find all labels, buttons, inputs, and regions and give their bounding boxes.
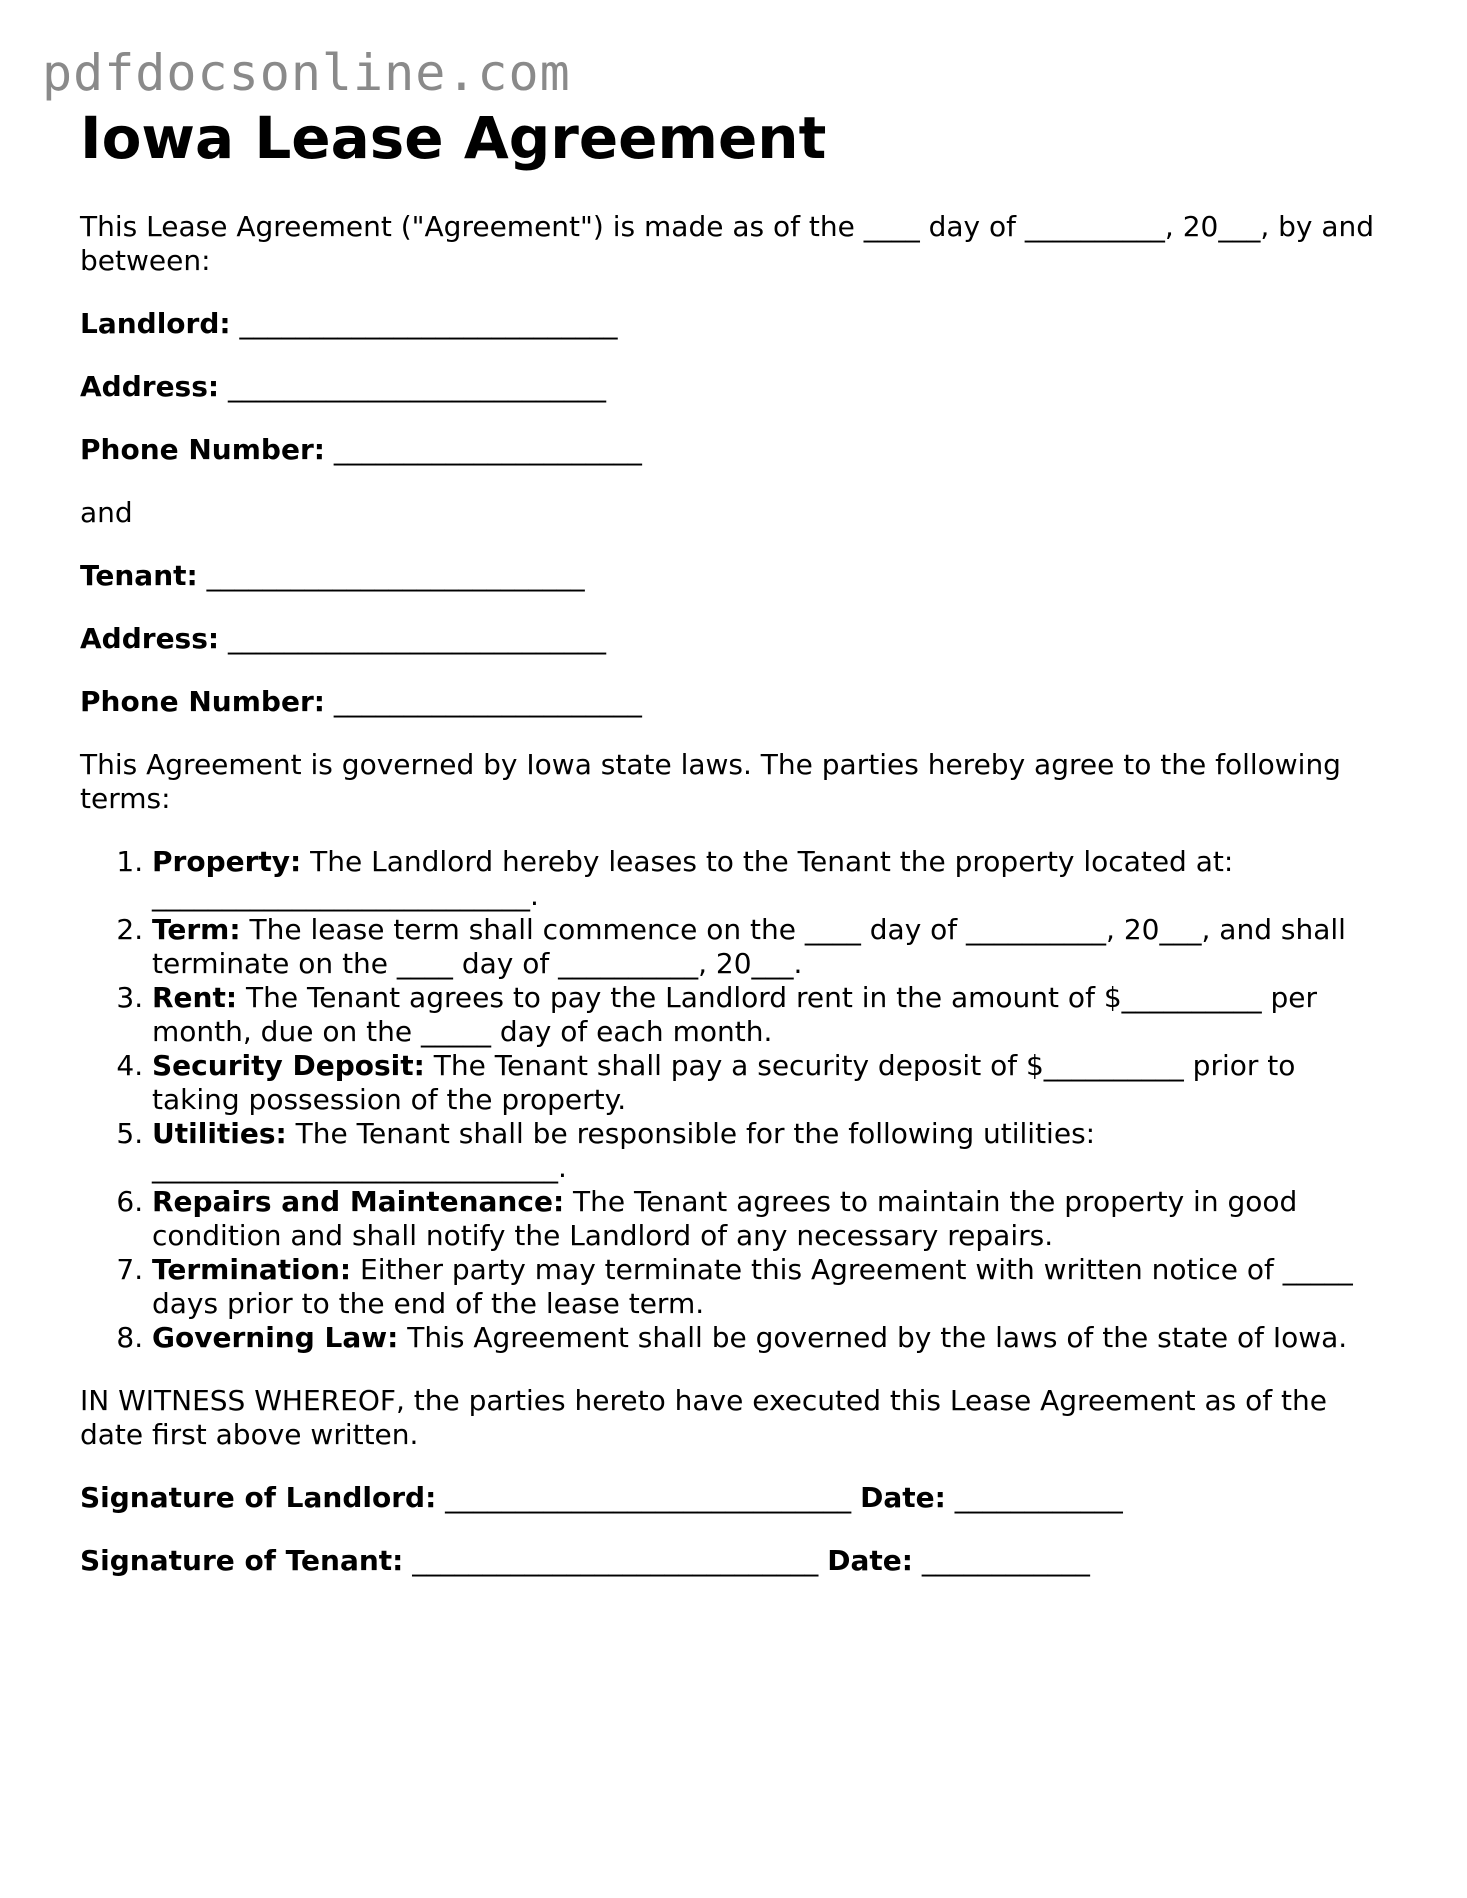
tenant-name-blank[interactable]: ___________________________	[206, 559, 585, 592]
term-label: Repairs and Maintenance:	[152, 1185, 565, 1218]
intro-paragraph: This Lease Agreement ("Agreement") is made as of the ____ day of __________, 20___, by and between:	[80, 210, 1375, 277]
landlord-phone-field	[80, 433, 1390, 467]
terms-list	[80, 845, 1390, 1355]
term-item-rent	[152, 981, 1390, 1049]
tenant-phone-label: Phone Number:	[80, 685, 325, 718]
term-item-security-deposit	[152, 1049, 1390, 1117]
term-text: Either party may terminate this Agreement with written notice of _____ days prior to the end of the lease term.	[152, 1253, 1353, 1320]
term-text: The Tenant agrees to maintain the property in good condition and shall notify the Landlord of any necessary repairs.	[152, 1185, 1298, 1252]
term-label: Term:	[152, 913, 241, 946]
landlord-date-blank[interactable]: ____________	[954, 1481, 1123, 1514]
landlord-signature-row	[80, 1481, 1390, 1515]
term-text: The Tenant agrees to pay the Landlord rent in the amount of $__________ per month, due on the _____ day of each month.	[152, 981, 1318, 1048]
landlord-name-blank[interactable]: ___________________________	[239, 307, 618, 340]
landlord-phone-label: Phone Number:	[80, 433, 325, 466]
witness-paragraph: IN WITNESS WHEREOF, the parties hereto have executed this Lease Agreement as of the date first above written.	[80, 1384, 1328, 1451]
governed-paragraph: This Agreement is governed by Iowa state laws. The parties hereby agree to the following terms:	[80, 748, 1341, 815]
term-label: Security Deposit:	[152, 1049, 425, 1082]
term-item-termination	[152, 1253, 1390, 1321]
landlord-address-label: Address:	[80, 370, 220, 403]
term-label: Governing Law:	[152, 1321, 399, 1354]
landlord-date-label: Date:	[860, 1481, 946, 1514]
term-item-term	[152, 913, 1390, 981]
document-page	[80, 106, 1390, 1578]
landlord-phone-blank[interactable]: ______________________	[333, 433, 642, 466]
term-text: This Agreement shall be governed by the laws of the state of Iowa.	[398, 1321, 1348, 1354]
tenant-signature-row	[80, 1544, 1390, 1578]
term-label: Property:	[152, 845, 302, 878]
term-text: The Tenant shall pay a security deposit of $__________ prior to taking possession of the property.	[152, 1049, 1296, 1116]
tenant-signature-blank[interactable]: _____________________________	[412, 1544, 819, 1577]
term-item-repairs	[152, 1185, 1390, 1253]
watermark: pdfdocsonline.com	[42, 44, 571, 102]
term-text: The Tenant shall be responsible for the following utilities: _____________________________.	[152, 1117, 1096, 1184]
tenant-date-label: Date:	[827, 1544, 913, 1577]
term-label: Termination:	[152, 1253, 352, 1286]
page-title: Iowa Lease Agreement	[80, 104, 827, 172]
tenant-name-field	[80, 559, 1390, 593]
tenant-address-blank[interactable]: ___________________________	[228, 622, 606, 655]
landlord-signature-blank[interactable]: _____________________________	[445, 1481, 852, 1514]
term-item-property	[152, 845, 1390, 913]
tenant-date-blank[interactable]: ____________	[921, 1544, 1090, 1577]
term-label: Rent:	[152, 981, 238, 1014]
tenant-signature-label: Signature of Tenant:	[80, 1544, 404, 1577]
term-label: Utilities:	[152, 1117, 287, 1150]
tenant-address-field	[80, 622, 1390, 656]
landlord-address-blank[interactable]: ___________________________	[228, 370, 606, 403]
landlord-signature-label: Signature of Landlord:	[80, 1481, 437, 1514]
tenant-name-label: Tenant:	[80, 559, 198, 592]
term-text: The Landlord hereby leases to the Tenant the property located at: ___________________________.	[152, 845, 1234, 912]
landlord-name-field	[80, 307, 1390, 341]
tenant-address-label: Address:	[80, 622, 220, 655]
term-item-governing-law	[152, 1321, 1390, 1355]
landlord-address-field	[80, 370, 1390, 404]
tenant-phone-field	[80, 685, 1390, 719]
term-text: The lease term shall commence on the ____ day of __________, 20___, and shall terminate on the ____ day of __________, 20___.	[152, 913, 1346, 980]
and-text: and	[80, 496, 133, 529]
landlord-name-label: Landlord:	[80, 307, 231, 340]
term-item-utilities	[152, 1117, 1390, 1185]
tenant-phone-blank[interactable]: ______________________	[333, 685, 642, 718]
